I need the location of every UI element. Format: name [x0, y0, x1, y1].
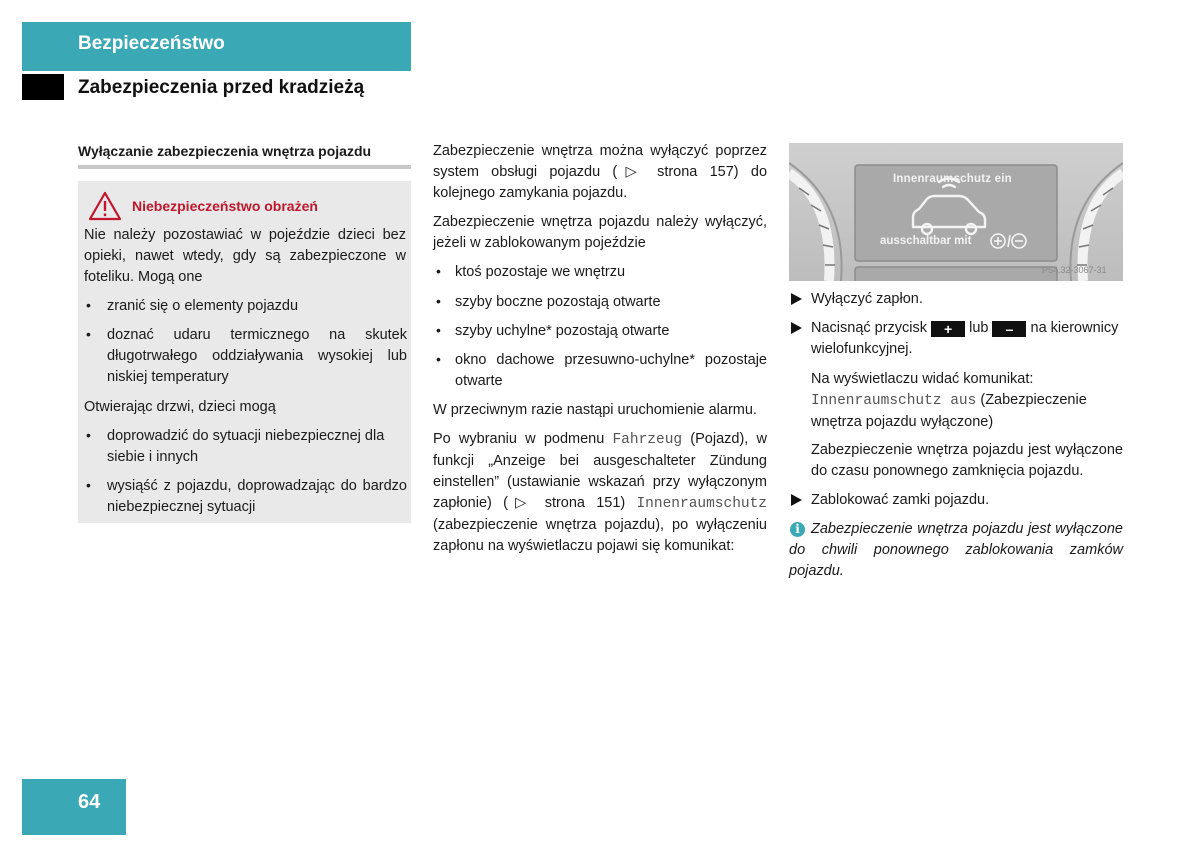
step-arrow-icon	[791, 293, 802, 305]
message-text	[811, 390, 1127, 433]
step-text: Zablokować zamki pojazdu.	[811, 492, 990, 508]
text-part: Po wybraniu w podmenu	[433, 431, 613, 447]
minus-key-icon: –	[992, 321, 1026, 337]
condition-bullet: szyby uchylne* pozostają otwarte	[455, 323, 670, 339]
plus-key-icon: +	[931, 321, 965, 337]
message-intro: Na wyświetlaczu widać komunikat:	[811, 371, 1034, 387]
bullet-dot: •	[436, 263, 441, 279]
info-icon: i	[790, 522, 805, 537]
menu-item-name: Innenraumschutz	[636, 496, 768, 512]
text-part: lub	[969, 320, 989, 336]
condition-bullet: szyby boczne pozostają otwarte	[455, 294, 661, 310]
bullet-dot: •	[86, 477, 91, 493]
warning-title: Niebezpieczeństwo obrażeń	[132, 198, 318, 214]
step-text	[811, 318, 1127, 360]
paragraph-when: Zabezpieczenie wnętrza pojazdu należy wyłączyć, jeżeli w zablokowanym pojeździe	[433, 214, 767, 251]
warning-paragraph: Nie należy pozostawiać w pojeździe dzieci bez opieki, nawet wtedy, gdy są zabezpieczone w foteliku. Mogą one	[84, 227, 406, 285]
figure-code: P54.32-3067-31	[1042, 265, 1107, 275]
bullet-dot: •	[436, 293, 441, 309]
page-ref-arrow-icon: ▷	[617, 164, 645, 180]
display-message: Innenraumschutz aus	[811, 393, 977, 409]
bullet-dot: •	[86, 427, 91, 443]
section-title: Bezpieczeństwo	[78, 33, 225, 54]
heading-rule	[78, 165, 411, 169]
warning-triangle-icon	[88, 191, 122, 226]
paragraph-submenu	[433, 429, 767, 557]
warning-bullet: wysiąść z pojazdu, doprowadzając do bardzo niebezpiecznej sytuacji	[107, 478, 407, 515]
subsection-marker	[22, 74, 64, 100]
condition-bullet: ktoś pozostaje we wnętrzu	[455, 264, 626, 280]
warning-bullet: doznać udaru termicznego na skutek długotrwałego oddziaływania wysokiej lub niskiej temperatury	[107, 327, 407, 385]
condition-bullet: okno dachowe przesuwno-uchylne* pozostaje otwarte	[455, 352, 767, 389]
text-part: Nacisnąć przycisk	[811, 320, 928, 336]
column1-heading: Wyłączanie zabezpieczenia wnętrza pojazdu	[78, 143, 372, 159]
paragraph-intro	[433, 141, 767, 204]
message-translation: (Zabezpieczenie wnętrza pojazdu wyłączone)	[811, 392, 1087, 430]
text-part: Zabezpieczenie wnętrza można wyłączyć poprzez system obsługi pojazdu (	[433, 143, 767, 180]
text-part: na kierownicy wielofunkcyjnej.	[811, 320, 1119, 357]
menu-name: Fahrzeug	[612, 432, 683, 448]
paragraph-alarm: W przeciwnym razie nastąpi uruchomienie alarmu.	[433, 402, 757, 418]
display-message-line2: ausschaltbar mit	[880, 235, 972, 247]
subsection-title: Zabezpieczenia przed kradzieżą	[78, 77, 365, 98]
step-text: Wyłączyć zapłon.	[811, 291, 923, 307]
text-part: strona 151)	[533, 495, 637, 511]
bullet-dot: •	[436, 322, 441, 338]
step-arrow-icon	[791, 322, 802, 334]
display-message-line1: Innenraumschutz ein	[893, 173, 1012, 185]
bullet-dot: •	[436, 351, 441, 367]
message-note: Zabezpieczenie wnętrza pojazdu jest wyłączone do czasu ponownego zamknięcia pojazdu.	[811, 442, 1123, 479]
text-part: (Pojazd), w funkcji „Anzeige bei ausgeschalteter Zündung einstellen” (ustawianie wskazań przy wyłączonym zapłonie) (	[433, 431, 767, 511]
info-note: Zabezpieczenie wnętrza pojazdu jest wyłączone do chwili ponownego zablokowania zamków pojazdu.	[789, 521, 1123, 579]
page-ref-arrow-icon: ▷	[507, 495, 534, 511]
text-part: strona 157) do kolejnego zamykania pojazdu.	[433, 164, 768, 201]
warning-bullet: zranić się o elementy pojazdu	[107, 298, 299, 314]
bullet-dot: •	[86, 297, 91, 313]
warning-paragraph: Otwierając drzwi, dzieci mogą	[84, 399, 276, 415]
warning-bullet: doprowadzić do sytuacji niebezpiecznej dla siebie i innych	[107, 428, 385, 465]
instrument-display-photo	[789, 143, 1123, 281]
step-arrow-icon	[791, 494, 802, 506]
page-number-box	[22, 779, 126, 835]
text-part: (zabezpieczenie wnętrza pojazdu), po wyłączeniu zapłonu na wyświetlaczu pojawi się komunikat:	[433, 517, 767, 554]
bullet-dot: •	[86, 326, 91, 342]
page-number: 64	[78, 791, 101, 813]
